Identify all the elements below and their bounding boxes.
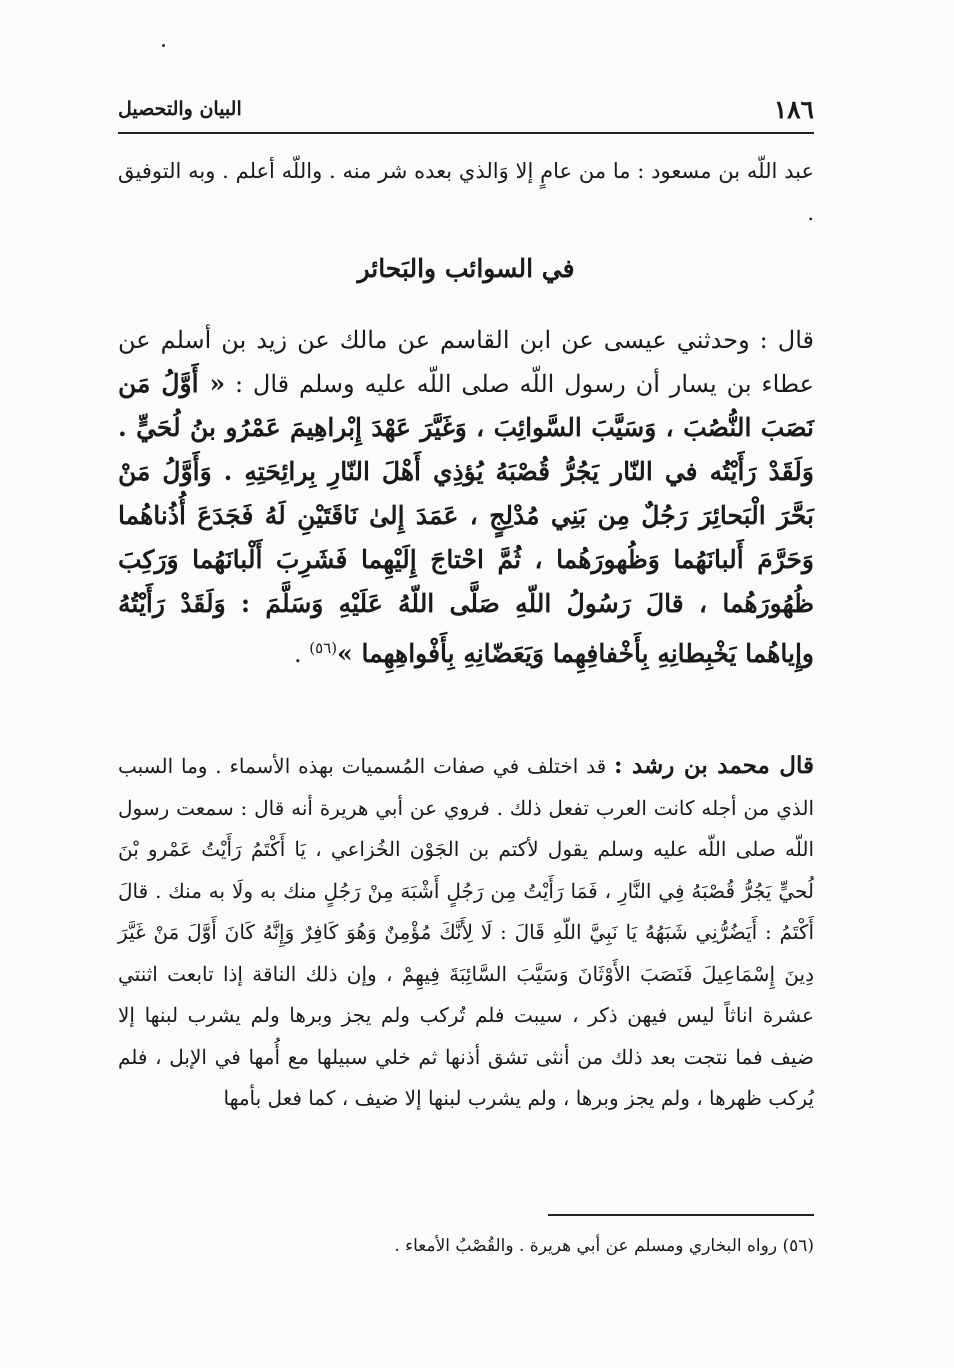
hadith-text: « أَوَّلُ مَن نَصَبَ النُّصُبَ ، وَسَيَّبَ السَّوائِبَ ، وَغَيَّرَ عَهْدَ إِبْراهِيمَ عَمْرُو بنُ لُحَيٍّ . وَلَقَدْ رَأَيْتُه في النّار يَجُرُّ قُصْبَهُ يُؤذِي أَهْلَ النّارِ بِرائِحَتِهِ . وَأَوَّلُ مَنْ بَحَّرَ الْبَحائِرَ رَجُلٌ مِن بَنِي مُدْلِجٍ ، عَمَدَ إِلىٰ نَاقَتَيْنِ لَهُ فَجَدَعَ أُذُناهُما وَحَرَّمَ أَلبانَهُما وَظُهورَهُما ، ثُمَّ احْتاجَ إِلَيْهِما فَشَرِبَ أَلْبانَهُما وَرَكِبَ ظُهُورَهُما ، قالَ رَسُولُ اللّهِ صَلَّى اللّهُ عَلَيْهِ وَسَلَّمَ : وَلَقَدْ رَأَيْتُهُ وإِياهُما يَخْبِطانِهِ بِأَخْفافِهِما وَيَعَضّانِهِ بِأَفْواهِهِما » [118, 369, 814, 668]
page-number: ١٨٦ [773, 94, 814, 124]
scan-speck [162, 44, 165, 47]
narration-paragraph [118, 318, 814, 676]
header-rule [118, 132, 814, 134]
end-mark: . [294, 640, 302, 668]
footnote: (٥٦) رواه البخاري ومسلم عن أبي هريرة . والقُصْبُ الأمعاء . [394, 1236, 814, 1256]
running-title: البيان والتحصيل [118, 98, 242, 120]
commentary-text: قد اختلف في صفات المُسميات بهذه الأسماء . وما السبب الذي من أجله كانت العرب تفعل ذلك . فروي عن أبي هريرة أنه قال : سمعت رسول اللّه صلى اللّه عليه وسلم يقول لأكتم بن الجَوْن الخُزاعي ، يَا أَكْتَمُ رَأَيْتُ عَمْرو بْنَ لُحيٍّ يَجُرُّ قُصْبَهُ فِي النَّارِ ، فَمَا رَأَيْتُ مِن رَجُلٍ أَشْبَهَ مِنْ رَجُلٍ منك به ولَا به منك . قالَ أَكْتَمُ : أَيَضُرُّنِي شَبَهُهُ يَا نَبِيَّ اللّهِ قَالَ : لَا لِأَنَّكَ مُؤْمِنٌ وَهُوَ كَافِرٌ وَإِنَّهُ كَانَ أَوَّلَ مَنْ غَيَّرَ دِينَ إِسْمَاعِيلَ فَنَصَبَ الأَوْثَانَ وَسَيَّبَ السَّائِبَةَ فِيهِمْ ، وإن ذلك الناقة إذا تابعت اثنتي عشرة اناثاً ليس فيهن ذكر ، سيبت فلم تُركب ولم يجز وبرها ولم يشرب لبنها إلا ضيف فما نتجت بعد ذلك من أنثى تشق أذنها ثم خلي سبيلها مع أُمها في الإبل ، فلم يُركب ظهرها ، ولم يجز وبرها ، ولم يشرب لبنها إلا ضيف ، كما فعل بأمها [118, 754, 814, 1110]
isnad-text: قال : وحدثني عيسى عن ابن القاسم عن مالك عن زيد بن أسلم عن عطاء بن يسار أن رسول اللّه صلى اللّه عليه وسلم قال : [118, 326, 814, 398]
page-header [118, 92, 814, 126]
commentary-speaker: قال محمد بن رشد : [613, 752, 814, 779]
commentary-paragraph [118, 745, 814, 1120]
footnote-reference: (٥٦) [309, 639, 338, 657]
intro-paragraph: عبد اللّه بن مسعود : ما من عامٍ إلا وَالذي بعده شر منه . واللّه أعلم . وبه التوفيق . [118, 159, 814, 225]
footnote-rule [548, 1214, 814, 1216]
section-heading: في السوائب والبَحائر [357, 254, 575, 283]
